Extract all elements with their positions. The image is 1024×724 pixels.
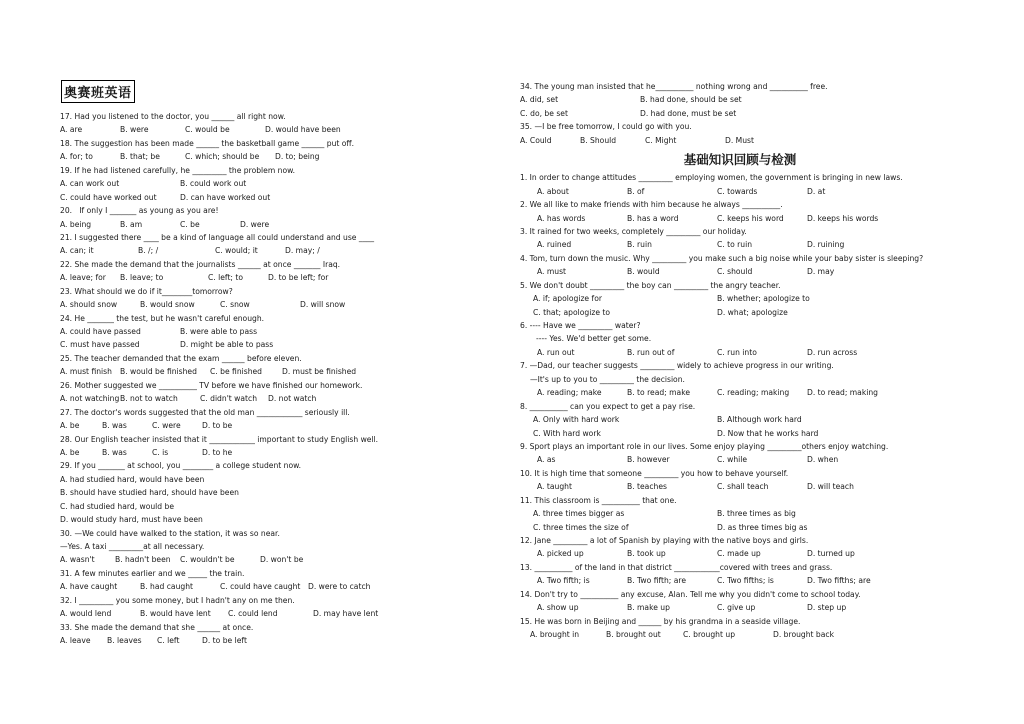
answer-option: B. would — [627, 267, 660, 277]
answer-option: A. show up — [537, 603, 579, 613]
answer-option: A. as — [537, 455, 556, 465]
answer-option: C. snow — [220, 300, 250, 310]
answer-option: A. ruined — [537, 240, 572, 250]
answer-option: A. not watching — [60, 394, 120, 404]
answer-option: B. took up — [627, 549, 666, 559]
question-text: —Yes. A taxi _________at all necessary. — [60, 542, 205, 551]
options-row — [60, 244, 465, 257]
answer-option: A. could have passed — [60, 327, 141, 336]
answer-option: B. whether; apologize to — [717, 294, 810, 304]
options-row — [60, 338, 465, 351]
answer-option: A. about — [537, 186, 569, 196]
question-text: 2. We all like to make friends with him because he always __________. — [520, 200, 783, 210]
answer-option: D. to read; making — [807, 388, 878, 398]
answer-option: D. must be finished — [282, 367, 357, 377]
answer-option: C. wouldn't be — [180, 555, 235, 565]
answer-option: A. leave; for — [60, 273, 106, 283]
question-text: B. should have studied hard, should have been — [60, 488, 239, 498]
answer-option: D. Now that he works hard — [717, 428, 819, 438]
options-row — [60, 553, 465, 566]
options-row — [520, 107, 960, 120]
answer-option: D. would have been — [265, 125, 341, 135]
answer-option: C. With hard work — [533, 428, 601, 438]
answer-option: D. were to catch — [308, 582, 371, 592]
answer-option: C. left — [157, 636, 180, 646]
answer-option: B. would have lent — [140, 609, 211, 619]
options-row — [60, 150, 465, 163]
answer-option: B. am — [120, 219, 143, 229]
question-text: 26. Mother suggested we __________ TV before we have finished our homework. — [60, 380, 363, 390]
options-row — [520, 306, 960, 319]
answer-option: B. make up — [627, 603, 670, 613]
options-row — [60, 392, 465, 405]
answer-option: A. taught — [537, 482, 572, 492]
answer-option: A. have caught — [60, 582, 118, 592]
answer-option: B. was — [102, 421, 127, 431]
answer-option: B. run out of — [627, 347, 675, 357]
options-row — [520, 507, 960, 520]
answer-option: C. keeps his word — [717, 213, 784, 223]
answer-option: A. reading; make — [537, 388, 602, 398]
answer-option: D. to be left; for — [268, 273, 329, 283]
answer-option: C. didn't watch — [200, 394, 258, 404]
options-row — [520, 346, 960, 359]
answer-option: C. three times the size of — [533, 522, 629, 532]
question-text: 7. —Dad, our teacher suggests _________ widely to achieve progress in our writing. — [520, 361, 834, 371]
question-text: 9. Sport plays an important role in our lives. Some enjoy playing _________others enjoy watching. — [520, 441, 889, 451]
answer-option: B. has a word — [627, 213, 679, 223]
options-row — [60, 634, 465, 647]
answer-option: C. would; it — [215, 246, 258, 256]
question-text: 18. The suggestion has been made ______ the basketball game ______ put off. — [60, 138, 355, 148]
options-row — [520, 265, 960, 278]
question-text: 5. We don't doubt _________ the boy can _________ the angry teacher. — [520, 280, 781, 290]
answer-option: C. Two fifths; is — [717, 576, 774, 586]
options-row — [520, 427, 960, 440]
answer-option: B. three times as big — [717, 509, 796, 519]
options-row — [60, 191, 465, 204]
answer-option: D. when — [807, 455, 839, 465]
answer-option: D. may have lent — [313, 609, 379, 619]
options-row — [520, 93, 960, 106]
answer-option: B. that; be — [120, 152, 160, 162]
answer-option: D. Two fifths; are — [807, 576, 871, 586]
answer-option: D. were — [240, 219, 270, 229]
options-row — [520, 480, 960, 493]
answer-option: C. could have worked out — [60, 192, 157, 202]
question-text: 14. Don't try to __________ any excuse, Alan. Tell me why you didn't come to school today. — [520, 589, 861, 599]
question-text: 23. What should we do if it________tomorrow? — [60, 286, 233, 296]
question-text: —It's up to you to _________ the decision. — [530, 374, 685, 384]
answer-option: D. may; / — [285, 246, 320, 256]
question-text: C. had studied hard, would be — [60, 501, 175, 511]
options-row — [520, 453, 960, 466]
answer-option: D. keeps his words — [807, 213, 879, 223]
question-text: 1. In order to change attitudes _________ employing women, the government is bringing in new laws. — [520, 173, 903, 183]
answer-option: B. leave; to — [120, 273, 164, 283]
answer-option: C. be finished — [210, 367, 263, 377]
question-text: 12. Jane _________ a lot of Spanish by playing with the native boys and girls. — [520, 536, 809, 545]
answer-option: B. hadn't been — [115, 555, 171, 565]
question-text: 20. If only I _______ as young as you are! — [60, 206, 219, 216]
options-row — [520, 386, 960, 399]
answer-option: B. was — [102, 447, 127, 457]
answer-option: B. were able to pass — [180, 327, 258, 336]
answer-option: C. that; apologize to — [533, 307, 611, 317]
answer-option: B. would be finished — [120, 367, 197, 377]
answer-option: C. towards — [717, 186, 758, 196]
options-row — [520, 238, 960, 251]
left-column — [60, 80, 465, 648]
answer-option: A. can; it — [60, 246, 94, 256]
answer-option: D. turned up — [807, 549, 855, 559]
options-row — [60, 177, 465, 190]
answer-option: A. be — [60, 447, 80, 457]
right-top-question-list — [520, 80, 960, 147]
question-text: 17. Had you listened to the doctor, you ______ all right now. — [60, 112, 286, 121]
answer-option: B. had done, should be set — [640, 95, 742, 105]
answer-option: D. to he — [202, 447, 233, 457]
answer-option: C. could have caught — [220, 582, 301, 592]
answer-option: C. to ruin — [717, 240, 753, 250]
answer-option: C. Might — [645, 135, 677, 145]
answer-option: C. must have passed — [60, 340, 140, 350]
question-text: 3. It rained for two weeks, completely _________ our holiday. — [520, 226, 747, 236]
question-text: 11. This classroom is __________ that one. — [520, 495, 677, 505]
options-row — [60, 123, 465, 136]
answer-option: A. has words — [537, 213, 586, 223]
question-text: 10. It is high time that someone _________ you how to behave yourself. — [520, 468, 789, 478]
answer-option: A. wasn't — [60, 555, 95, 565]
answer-option: C. should — [717, 267, 753, 277]
options-row — [520, 574, 960, 587]
answer-option: D. ruining — [807, 240, 845, 250]
answer-option: C. is — [152, 447, 169, 457]
answer-option: A. Two fifth; is — [537, 576, 590, 586]
answer-option: D. what; apologize — [717, 307, 788, 317]
answer-option: C. made up — [717, 549, 761, 559]
answer-option: C. brought up — [683, 630, 736, 640]
options-row — [520, 521, 960, 534]
answer-option: C. while — [717, 455, 748, 465]
answer-option: B. /; / — [138, 246, 159, 256]
options-row — [60, 580, 465, 593]
options-row — [520, 212, 960, 225]
answer-option: A. must — [537, 267, 567, 277]
answer-option: A. are — [60, 125, 83, 135]
options-row — [60, 419, 465, 432]
answer-option: C. do, be set — [520, 108, 568, 118]
options-row — [60, 446, 465, 459]
question-text: 6. ---- Have we _________ water? — [520, 321, 641, 330]
question-text: 25. The teacher demanded that the exam ______ before eleven. — [60, 353, 302, 363]
answer-option: B. of — [627, 186, 645, 196]
answer-option: A. three times bigger as — [533, 509, 625, 519]
answer-option: A. be — [60, 421, 80, 431]
answer-option: D. step up — [807, 603, 847, 613]
answer-option: D. to be left — [202, 636, 247, 646]
question-text: 15. He was born in Beijing and ______ by his grandma in a seaside village. — [520, 616, 801, 626]
question-text: 8. __________ can you expect to get a pay rise. — [520, 401, 696, 411]
answer-option: D. can have worked out — [180, 192, 271, 202]
answer-option: D. won't be — [260, 555, 304, 565]
answer-option: C. give up — [717, 603, 756, 613]
options-row — [60, 607, 465, 620]
answer-option: C. would be — [185, 125, 230, 135]
right-column — [520, 80, 960, 642]
question-text: 19. If he had listened carefully, he _________ the problem now. — [60, 165, 296, 175]
answer-option: B. Should — [580, 135, 617, 145]
answer-option: D. at — [807, 186, 826, 196]
question-text: 28. Our English teacher insisted that it ____________ important to study English well. — [60, 434, 379, 444]
options-row — [60, 298, 465, 311]
answer-option: D. run across — [807, 347, 858, 357]
answer-option: B. teaches — [627, 482, 667, 492]
answer-option: B. leaves — [107, 636, 142, 646]
answer-option: D. had done, must be set — [640, 108, 737, 118]
answer-option: C. shall teach — [717, 482, 769, 492]
answer-option: D. as three times big as — [717, 522, 808, 532]
answer-option: A. must finish — [60, 367, 112, 377]
question-text: 31. A few minutes earlier and we _____ the train. — [60, 568, 245, 578]
answer-option: B. had caught — [140, 582, 193, 592]
answer-option: A. would lend — [60, 609, 112, 619]
right-question-list — [520, 171, 960, 641]
answer-option: D. may — [807, 267, 835, 277]
options-row — [520, 547, 960, 560]
left-question-list — [60, 110, 465, 648]
answer-option: A. can work out — [60, 179, 120, 189]
options-row — [60, 325, 465, 338]
answer-option: A. run out — [537, 347, 575, 357]
question-text: 29. If you _______ at school, you ________ a college student now. — [60, 461, 302, 471]
answer-option: B. to read; make — [627, 388, 690, 398]
question-text: 21. I suggested there ____ be a kind of language all could understand and use ____ — [60, 232, 375, 242]
answer-option: B. ruin — [627, 240, 652, 250]
question-text: 35. —I be free tomorrow, I could go with you. — [520, 122, 692, 132]
answer-option: D. brought back — [773, 630, 834, 640]
answer-option: C. could lend — [228, 609, 278, 619]
answer-option: D. Must — [725, 135, 754, 145]
answer-option: A. for; to — [60, 152, 93, 162]
answer-option: A. should snow — [60, 300, 118, 310]
answer-option: C. which; should be — [185, 152, 260, 162]
answer-option: D. will snow — [300, 300, 346, 310]
options-row — [60, 365, 465, 378]
answer-option: A. being — [60, 219, 92, 229]
answer-option: D. to; being — [275, 152, 320, 162]
answer-option: A. picked up — [537, 549, 584, 559]
options-row — [60, 271, 465, 284]
answer-option: D. not watch — [268, 394, 317, 404]
answer-option: B. could work out — [180, 179, 247, 189]
answer-option: A. Could — [520, 135, 552, 145]
answer-option: A. did, set — [520, 95, 559, 105]
options-row — [520, 185, 960, 198]
answer-option: D. will teach — [807, 482, 854, 492]
options-row — [60, 218, 465, 231]
answer-option: D. might be able to pass — [180, 340, 274, 350]
question-text: 4. Tom, turn down the music. Why _________ you make such a big noise while your baby sister is sleeping? — [520, 253, 924, 263]
question-text: 34. The young man insisted that he__________ nothing wrong and __________ free. — [520, 82, 828, 91]
question-text: 13. __________ of the land in that district ____________covered with trees and grass. — [520, 562, 833, 572]
options-row — [520, 413, 960, 426]
answer-option: B. Although work hard — [717, 415, 802, 425]
answer-option: B. not to watch — [120, 394, 178, 404]
question-text: 32. I _________ you some money, but I hadn't any on me then. — [60, 595, 295, 605]
question-text: 24. He _______ the test, but he wasn't careful enough. — [60, 313, 265, 323]
answer-option: A. if; apologize for — [533, 294, 602, 304]
answer-option: B. would snow — [140, 300, 195, 310]
answer-option: B. were — [120, 125, 149, 135]
answer-option: C. reading; making — [717, 388, 790, 398]
question-text: 27. The doctor's words suggested that the old man ____________ seriously ill. — [60, 407, 350, 417]
question-text: A. had studied hard, would have been — [60, 474, 205, 484]
answer-option: D. to be — [202, 421, 233, 431]
options-row — [520, 628, 960, 641]
options-row — [520, 601, 960, 614]
answer-option: A. leave — [60, 636, 91, 646]
section-title-olympiad: 奥赛班英语 — [61, 80, 135, 103]
answer-option: C. were — [152, 421, 181, 431]
answer-option: B. however — [627, 455, 670, 465]
answer-option: A. Only with hard work — [533, 415, 620, 425]
answer-option: B. brought out — [606, 630, 661, 640]
question-text: 30. —We could have walked to the station, it was so near. — [60, 528, 280, 538]
options-row — [520, 134, 960, 147]
answer-option: C. run into — [717, 347, 757, 357]
question-text: D. would study hard, must have been — [60, 515, 203, 525]
answer-option: A. brought in — [530, 630, 580, 640]
options-row — [520, 292, 960, 305]
answer-option: C. be — [180, 219, 200, 229]
answer-option: B. Two fifth; are — [627, 576, 687, 586]
section-title-basics-review: 基础知识回顾与检测 — [683, 152, 797, 168]
question-text: 22. She made the demand that the journalists ______ at once _______ Iraq. — [60, 259, 341, 269]
question-text: ---- Yes. We'd better get some. — [536, 334, 652, 344]
question-text: 33. She made the demand that she ______ at once. — [60, 622, 254, 632]
answer-option: C. left; to — [208, 273, 244, 283]
